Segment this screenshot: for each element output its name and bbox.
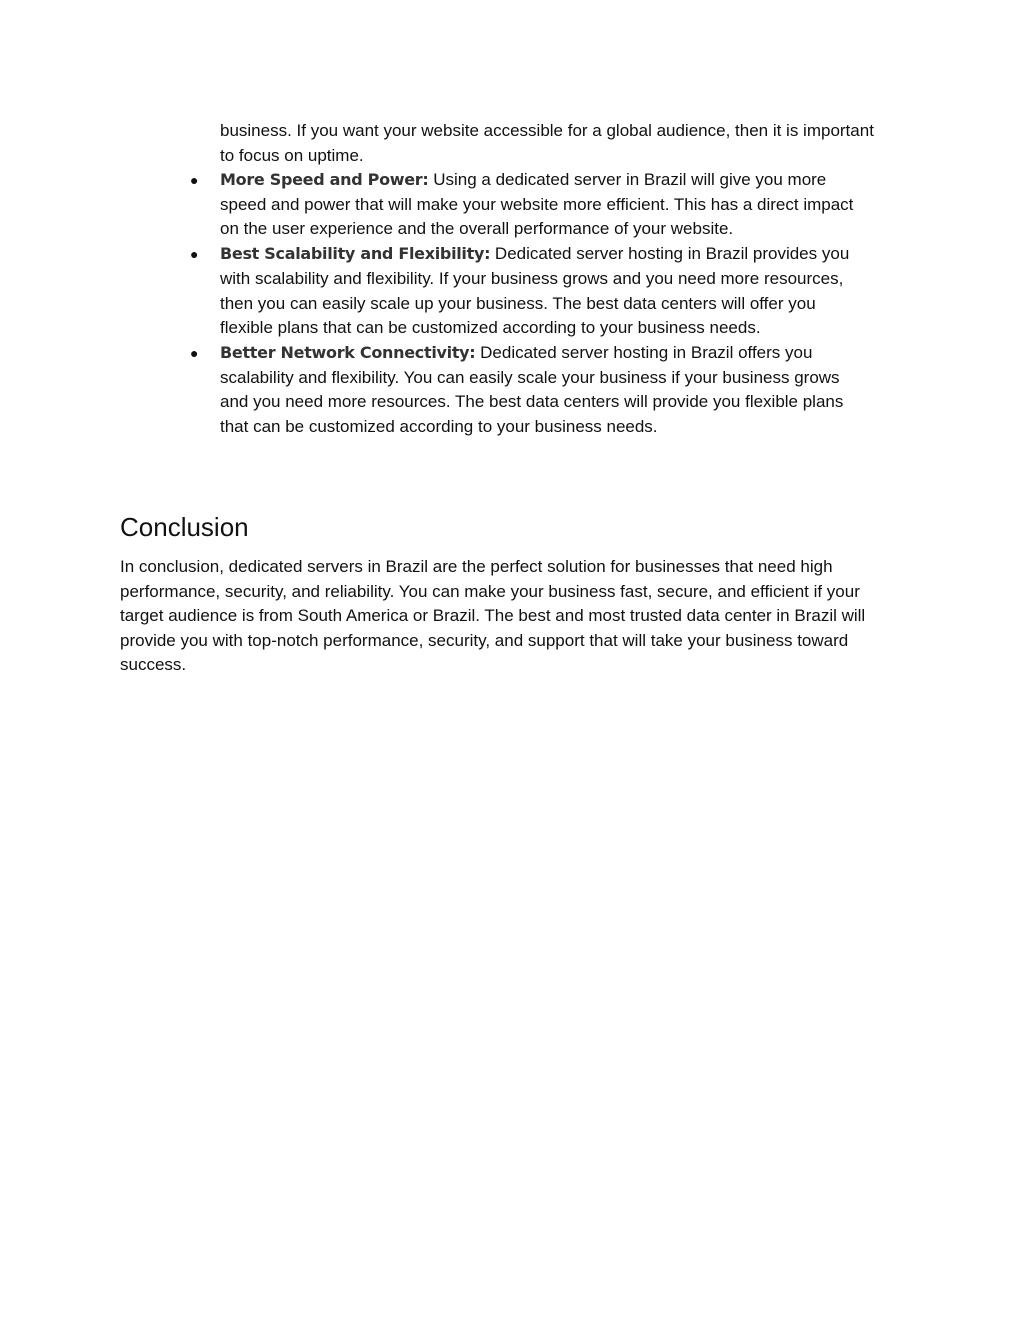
list-item-term: Better Network Connectivity: (220, 342, 476, 362)
list-item-text: Dedicated server hosting in Brazil provides you with scalability and flexibility. If your business grows and you need more resources, then you can easily scale up your business. The best data centers will offer you flexible plans that can be customized according to your business needs. (220, 244, 850, 338)
paragraph-continuation: business. If you want your website accessible for a global audience, then it is important to focus on uptime. (220, 121, 874, 165)
list-item (0, 242, 860, 341)
bullet-icon: ● (190, 246, 199, 263)
list-item-term: More Speed and Power: (220, 170, 429, 189)
benefits-list (0, 168, 1024, 440)
list-item (0, 341, 860, 440)
list-item-text: Dedicated server hosting in Brazil offers you scalability and flexibility. You can easily scale your business if your business grows and you need more resources. The best data centers will provide you flexible plans that can be customized according to your business needs. (220, 342, 844, 437)
list-item-text: Using a dedicated server in Brazil will give you more speed and power that will make your website more efficient. This has a direct impact on the user experience and the overall performance of your website. (220, 170, 854, 239)
list-item (0, 168, 860, 242)
conclusion-paragraph: In conclusion, dedicated servers in Brazil are the perfect solution for businesses that need high performance, security, and reliability. You can make your business fast, secure, and efficient if your target audience is from South America or Brazil. The best and most trusted data center in Brazil will provide you with top-notch performance, security, and support that will take your business toward success. (120, 557, 866, 674)
conclusion-heading: Conclusion (120, 512, 249, 542)
bullet-icon: ● (190, 344, 199, 361)
list-item-term: Best Scalability and Flexibility: (220, 244, 491, 264)
bullet-icon: ● (190, 172, 199, 188)
